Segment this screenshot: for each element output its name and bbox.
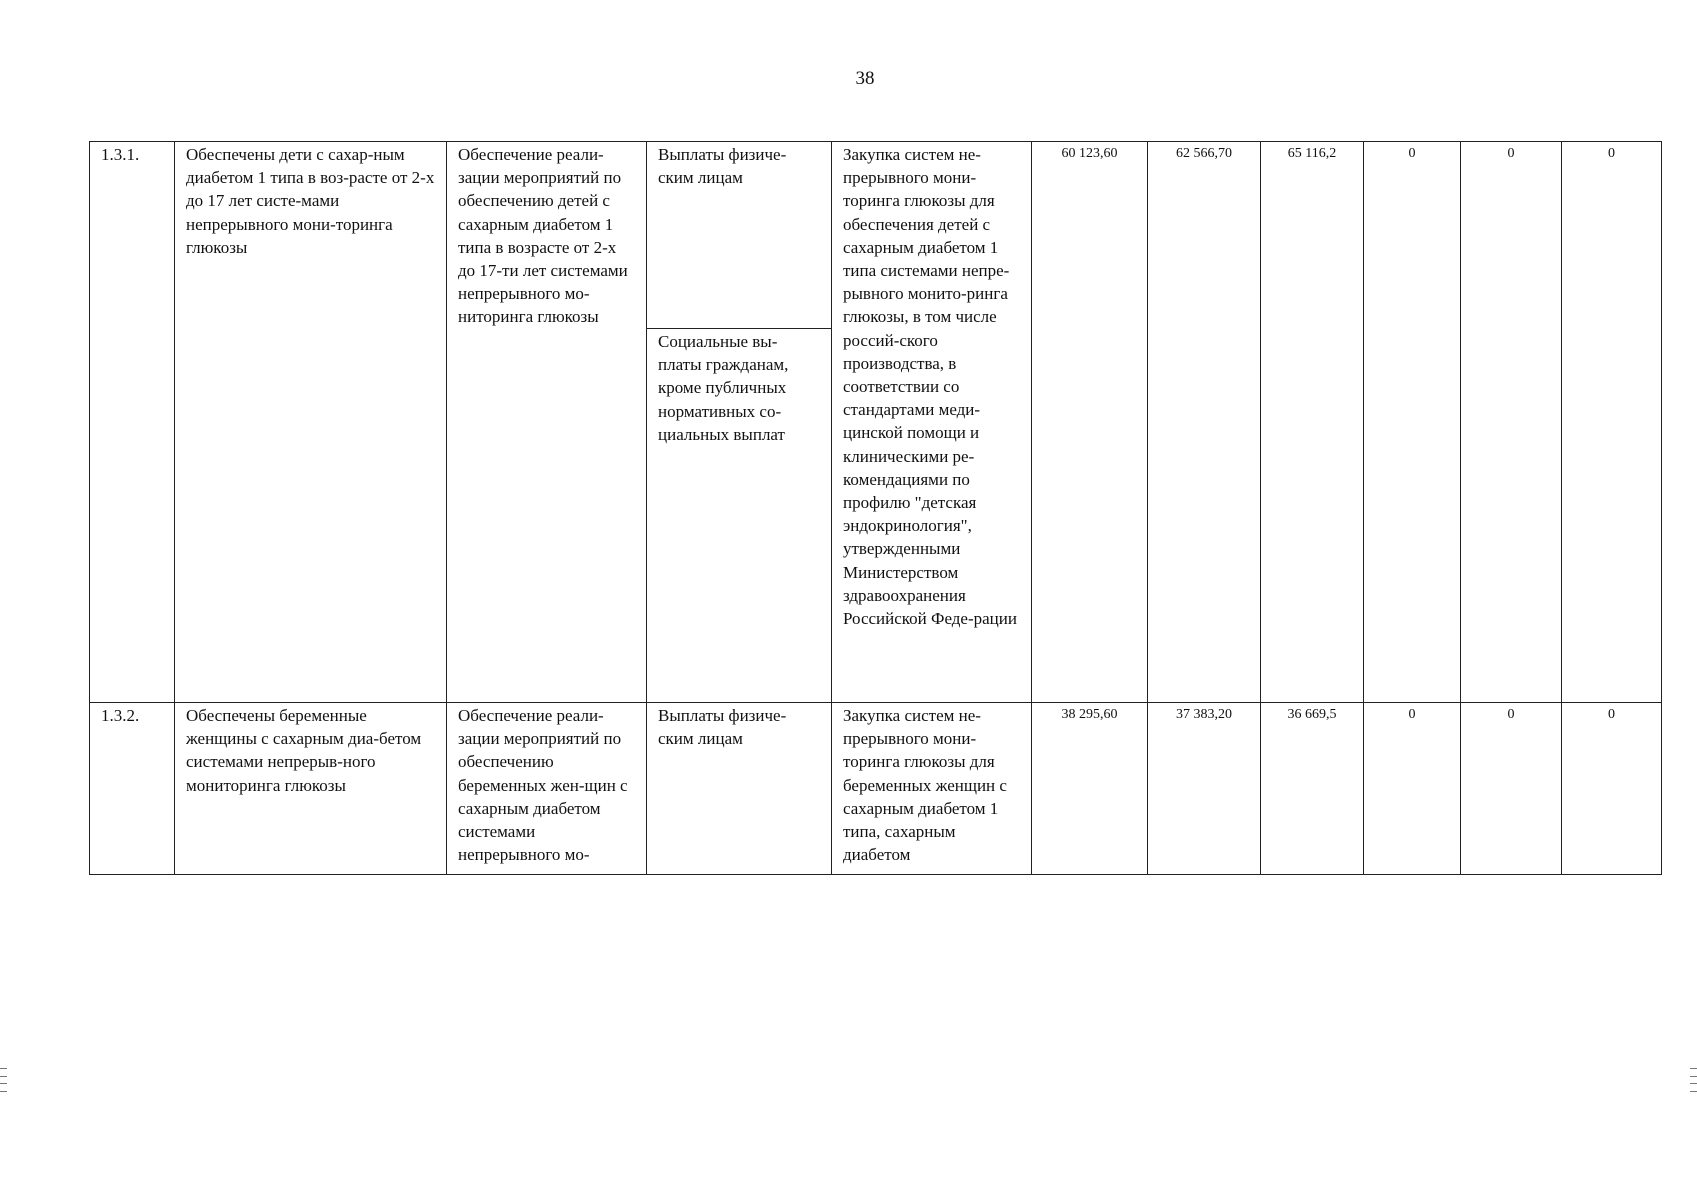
row-value-5: 0	[1461, 142, 1562, 703]
table-row	[90, 142, 1662, 329]
row-payment-type: Социальные вы-платы гражданам, кроме публичных нормативных со-циальных выплат	[647, 329, 832, 703]
binding-mark-left	[0, 1068, 7, 1092]
row-value-3: 65 116,2	[1261, 142, 1364, 703]
row-code: 1.3.1.	[90, 142, 175, 703]
row-value-2: 37 383,20	[1148, 703, 1261, 875]
row-value-6: 0	[1562, 703, 1662, 875]
row-description: Закупка систем не-прерывного мони-торинга глюкозы для обеспечения детей с сахарным диабетом 1 типа системами непре-рывного монито-ринга глюкозы, в том числе россий-ского производства, в соответствии со стандартами меди-цинской помощи и клиническими ре-комендациями по профилю "детская эндокринология", утвержденными Министерством здравоохранения Российской Феде-рации	[832, 142, 1032, 703]
budget-table	[89, 141, 1662, 875]
row-payment-type: Выплаты физиче-ским лицам	[647, 142, 832, 329]
row-result: Обеспечены дети с сахар-ным диабетом 1 типа в воз-расте от 2-х до 17 лет систе-мами непрерывного мони-торинга глюкозы	[175, 142, 447, 703]
row-measure: Обеспечение реали-зации мероприятий по обеспечению беременных жен-щин с сахарным диабетом системами непрерывного мо-	[447, 703, 647, 875]
table-row	[90, 703, 1662, 875]
row-payment-type: Выплаты физиче-ским лицам	[647, 703, 832, 875]
row-value-1: 60 123,60	[1032, 142, 1148, 703]
page-number: 38	[855, 68, 875, 89]
binding-mark-right	[1690, 1068, 1697, 1092]
row-value-1: 38 295,60	[1032, 703, 1148, 875]
row-value-5: 0	[1461, 703, 1562, 875]
row-description: Закупка систем не-прерывного мони-торинга глюкозы для беременных женщин с сахарным диабетом 1 типа, сахарным диабетом	[832, 703, 1032, 875]
row-code: 1.3.2.	[90, 703, 175, 875]
row-measure: Обеспечение реали-зации мероприятий по обеспечению детей с сахарным диабетом 1 типа в возрасте от 2-х до 17-ти лет системами непрерывного мо-ниторинга глюкозы	[447, 142, 647, 703]
row-result: Обеспечены беременные женщины с сахарным диа-бетом системами непрерыв-ного мониторинга глюкозы	[175, 703, 447, 875]
row-value-2: 62 566,70	[1148, 142, 1261, 703]
row-value-4: 0	[1364, 703, 1461, 875]
row-value-3: 36 669,5	[1261, 703, 1364, 875]
row-value-6: 0	[1562, 142, 1662, 703]
row-value-4: 0	[1364, 142, 1461, 703]
